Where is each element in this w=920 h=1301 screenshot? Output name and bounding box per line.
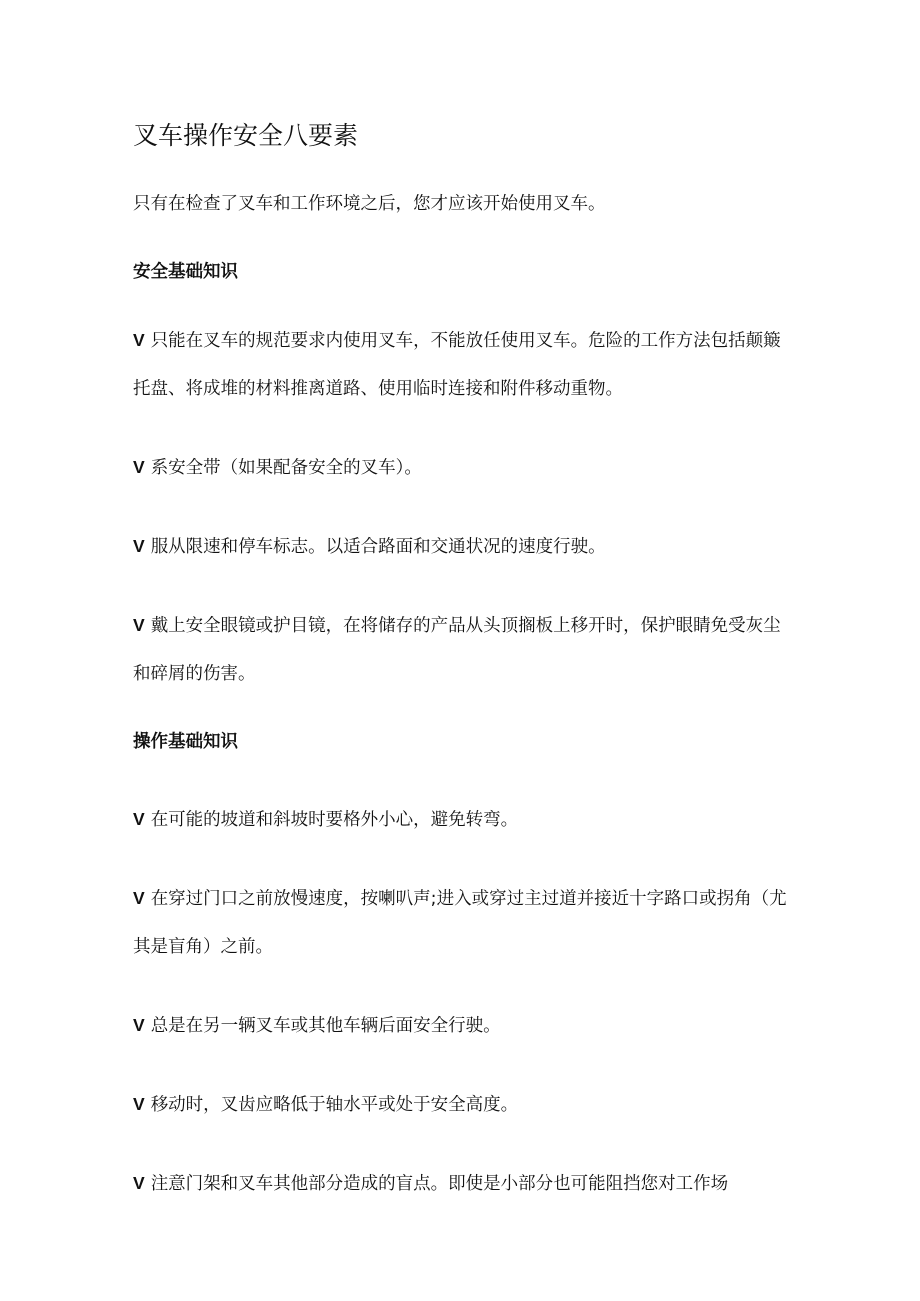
checklist-item-text: 移动时，叉齿应略低于轴水平或处于安全高度。 — [150, 1095, 519, 1115]
checklist-item-text: 总是在另一辆叉车或其他车辆后面安全行驶。 — [150, 1016, 501, 1036]
checklist-item — [133, 874, 793, 971]
checklist-item — [133, 1001, 793, 1050]
section-heading-operation-basics: 操作基础知识 — [133, 732, 238, 752]
check-mark-icon: V — [133, 615, 145, 635]
check-mark-icon: V — [133, 330, 145, 350]
intro-paragraph: 只有在检查了叉车和工作环境之后，您才应该开始使用叉车。 — [133, 194, 606, 214]
check-mark-icon: V — [133, 1015, 145, 1035]
section-heading-safety-basics: 安全基础知识 — [133, 262, 238, 282]
check-mark-icon: V — [133, 536, 145, 556]
checklist-item-text: 在可能的坡道和斜坡时要格外小心，避免转弯。 — [150, 810, 519, 830]
checklist-item — [133, 522, 793, 571]
checklist-item — [133, 795, 793, 844]
check-mark-icon: V — [133, 457, 145, 477]
checklist-item-text: 在穿过门口之前放慢速度，按喇叭声;进入或穿过主过道并接近十字路口或拐角（尤其是盲角）之前。 — [133, 889, 787, 957]
check-mark-icon: V — [133, 809, 145, 829]
check-mark-icon: V — [133, 888, 145, 908]
checklist-item — [133, 443, 793, 492]
checklist-item-text: 注意门架和叉车其他部分造成的盲点。即使是小部分也可能阻挡您对工作场 — [150, 1174, 729, 1194]
check-mark-icon: V — [133, 1094, 145, 1114]
checklist-item — [133, 316, 793, 413]
checklist-item — [133, 601, 793, 698]
checklist-item-text: 只能在叉车的规范要求内使用叉车，不能放任使用叉车。危险的工作方法包括颠簸托盘、将成堆的材料推离道路、使用临时连接和附件移动重物。 — [133, 331, 781, 399]
check-mark-icon: V — [133, 1173, 145, 1193]
document-title: 叉车操作安全八要素 — [133, 121, 359, 150]
checklist-item-text: 系安全带（如果配备安全的叉车）。 — [150, 458, 422, 478]
checklist-item-text: 服从限速和停车标志。以适合路面和交通状况的速度行驶。 — [150, 537, 606, 557]
checklist-item — [133, 1080, 793, 1129]
checklist-item — [133, 1159, 793, 1208]
checklist-item-text: 戴上安全眼镜或护目镜，在将储存的产品从头顶搁板上移开时，保护眼睛免受灰尘和碎屑的伤害。 — [133, 616, 781, 684]
